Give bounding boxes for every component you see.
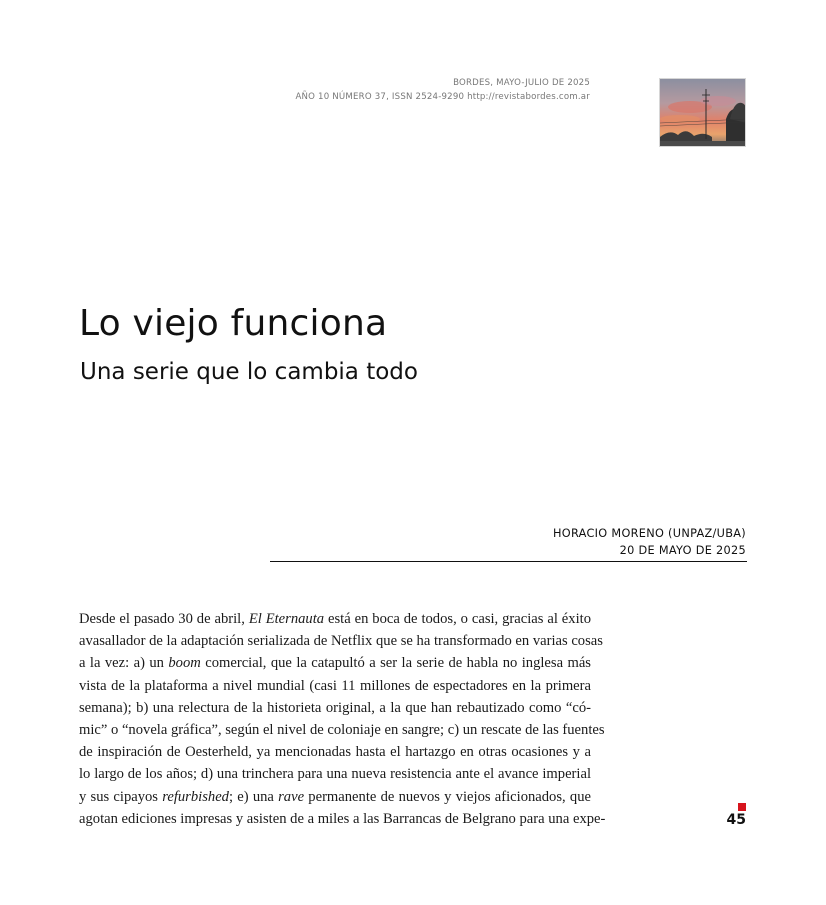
body-line [79,786,591,808]
body-line [79,719,605,741]
italic-text: boom [168,655,201,672]
body-text-run: y sus cipayos [79,788,163,805]
italic-text: refurbished [162,788,229,805]
body-text-run: lo largo de los años; d) una trinchera para una nueva resistencia ante el avance imperial [79,766,591,783]
body-line [79,741,591,763]
body-line [79,808,606,830]
body-text-run: comercial, que la catapultó a ser la serie de habla no inglesa más [200,655,591,672]
journal-header-line-1: BORDES, MAYO-JULIO DE 2025 [453,78,590,88]
body-text-run: semana); b) una relectura de la historieta original, a la que han rebautizado como “có- [79,699,591,716]
body-text-run: mic” o “novela gráfica”, según el nivel de coloniaje en sangre; c) un rescate de las fuentes [79,722,605,739]
article-body [79,608,606,830]
publication-date: 20 DE MAYO DE 2025 [619,544,746,557]
body-text-run: ; e) una [228,788,279,805]
author-affiliation: HORACIO MORENO (UNPAZ/UBA) [552,527,746,540]
italic-text: El Eternauta [248,611,325,627]
body-text-run: Desde el pasado 30 de abril, [79,611,249,627]
journal-header-line-2: AÑO 10 NÚMERO 37, ISSN 2524-9290 http://revistabordes.com.ar [295,92,590,102]
body-line [79,697,591,719]
body-text-run: permanente de nuevos y viejos aficionados, que [304,788,591,805]
byline-divider [270,561,747,562]
red-square-marker [738,803,746,811]
body-line [79,630,603,652]
article-title: Lo viejo funciona [79,303,388,344]
body-line [79,608,591,630]
body-text-run: vista de la plataforma a nivel mundial (casi 11 millones de espectadores en la primera [79,677,591,694]
body-text-run: a la vez: a) un [79,655,169,672]
body-text-run: está en boca de todos, o casi, gracias al éxito [324,611,591,627]
header-sunset-photo [659,78,746,147]
italic-text: rave [278,788,305,805]
journal-header [295,76,590,104]
body-text-run: agotan ediciones impresas y asisten de a miles a las Barrancas de Belgrano para una expe- [79,810,606,827]
byline [553,525,746,559]
page-number: 45 [726,812,746,828]
body-line [79,675,591,697]
article-subtitle: Una serie que lo cambia todo [80,359,418,385]
body-text-run: avasallador de la adaptación serializada de Netflix que se ha transformado en varias cosas [79,633,603,650]
body-line [79,652,591,674]
body-text-run: de inspiración de Oesterheld, ya mencionadas hasta el hartazgo en otras ocasiones y a [79,744,591,761]
body-line [79,763,591,785]
